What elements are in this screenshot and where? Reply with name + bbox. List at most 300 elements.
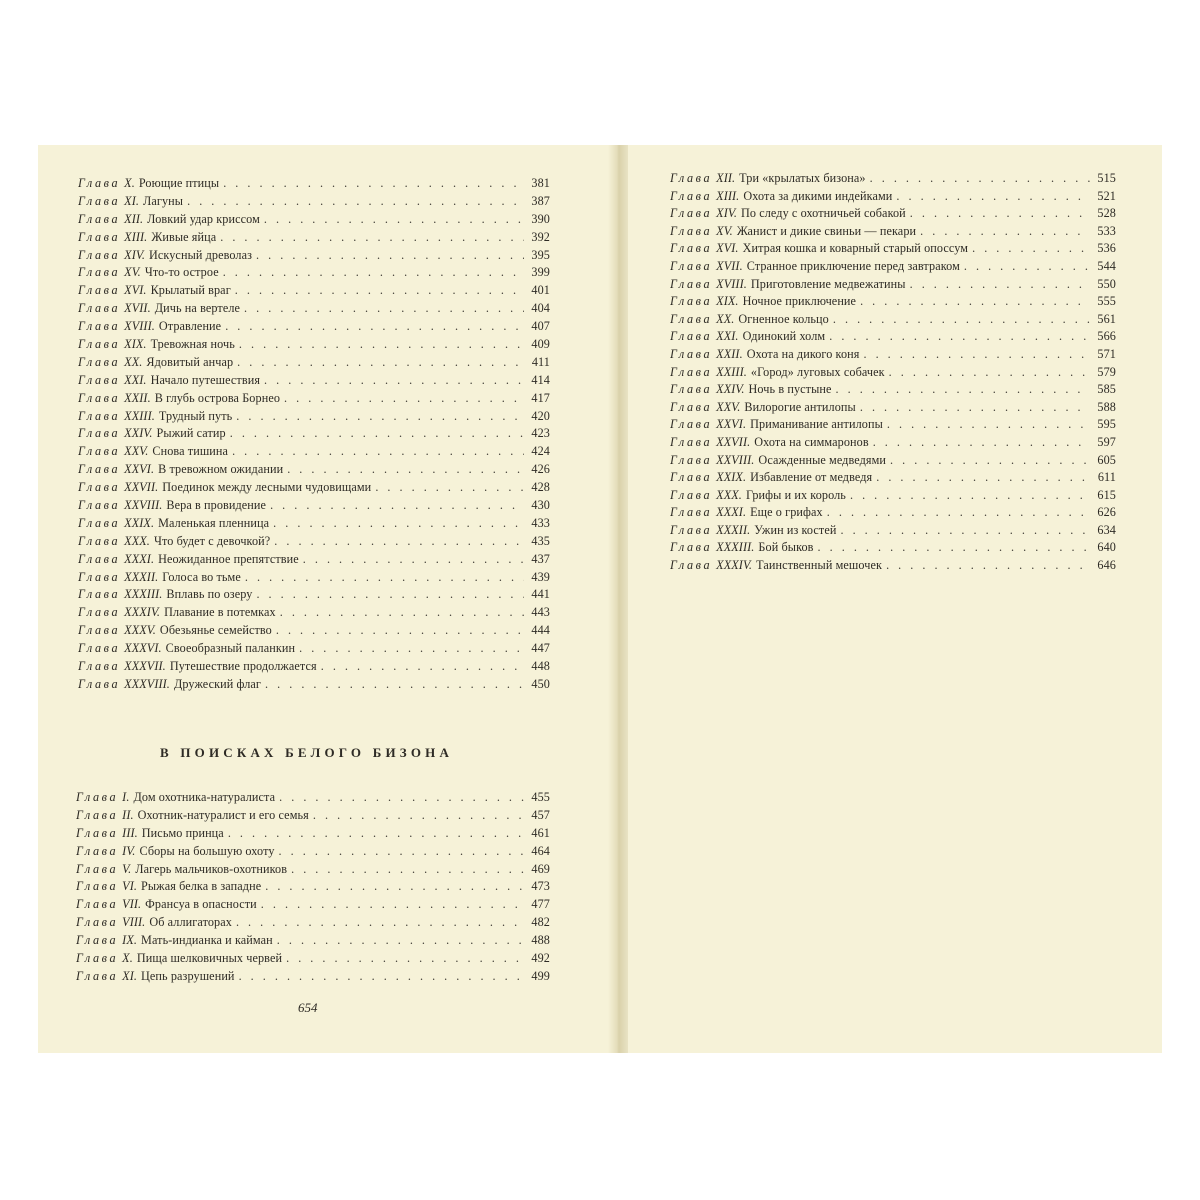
chapter-word: Глава [78,229,121,244]
chapter-number: IV. [122,843,136,858]
chapter-title: Одинокий холм [742,329,826,344]
chapter-page-number: 626 [1097,505,1116,520]
toc-entry [78,355,550,373]
dot-leader [291,862,524,877]
chapter-number: X. [122,951,133,966]
toc-entry [78,677,550,695]
dot-leader [827,505,1090,520]
chapter-word: Глава [670,311,713,326]
chapter-page-number: 646 [1097,558,1116,573]
chapter-word: Глава [78,551,121,566]
chapter-page-number: 477 [531,897,550,912]
toc-entry [78,301,550,319]
chapter-page-number: 428 [531,480,550,495]
chapter-page-number: 450 [531,676,550,691]
toc-entry [76,879,550,897]
chapter-page-number: 469 [531,861,550,876]
chapter-title: Вилорогие антилопы [744,399,856,414]
toc-entry [78,462,550,480]
chapter-word: Глава [78,659,121,674]
chapter-title: Об аллигаторах [149,915,232,930]
toc-entry [670,241,1116,259]
chapter-word: Глава [78,319,121,334]
chapter-title: Дичь на вертеле [154,301,241,316]
chapter-word: Глава [78,480,121,495]
chapter-word: Глава [76,790,119,804]
chapter-word: Глава [78,605,121,620]
chapter-number: XVI. [716,241,739,256]
chapter-word: Глава [78,176,121,190]
chapter-word: Глава [670,470,713,485]
chapter-word: Глава [78,623,121,638]
dot-leader [313,808,524,823]
chapter-word: Глава [76,861,119,876]
chapter-title: Охота на симмаронов [754,434,869,449]
toc-list-right [670,171,1116,576]
dot-leader [220,230,524,245]
dot-leader [270,498,524,513]
chapter-page-number: 634 [1097,522,1116,537]
chapter-title: Сборы на большую охоту [139,843,275,858]
toc-entry [78,587,550,605]
chapter-page-number: 390 [531,211,550,226]
chapter-page-number: 597 [1097,434,1116,449]
dot-leader [910,206,1090,221]
dot-leader [279,844,524,859]
chapter-title: Живые яйца [151,229,217,244]
dot-leader [876,470,1090,485]
chapter-number: XXVII. [716,434,751,449]
chapter-page-number: 492 [531,951,550,966]
chapter-page-number: 499 [531,968,550,983]
chapter-number: XVII. [124,301,151,316]
chapter-word: Глава [78,533,121,548]
chapter-number: XXXIV. [716,558,753,573]
chapter-page-number: 404 [531,301,550,316]
chapter-title: «Город» луговых собачек [750,364,885,379]
chapter-word: Глава [670,276,713,291]
chapter-number: XII. [124,211,144,226]
chapter-number: XX. [716,311,735,326]
chapter-number: III. [122,825,138,840]
chapter-word: Глава [670,558,713,573]
chapter-number: XIX. [124,337,147,352]
chapter-page-number: 566 [1097,329,1116,344]
chapter-page-number: 473 [531,879,550,894]
chapter-word: Глава [78,247,121,262]
chapter-number: XXVII. [124,480,159,495]
dot-leader [286,951,524,966]
chapter-title: Лагуны [143,193,184,208]
chapter-title: Плавание в потемках [164,605,276,620]
dot-leader [818,540,1090,555]
chapter-title: Дом охотника-натуралиста [133,790,276,804]
chapter-number: XVII. [716,258,743,273]
chapter-word: Глава [78,301,121,316]
dot-leader [236,409,524,424]
chapter-word: Глава [670,452,713,467]
dot-leader [264,212,524,227]
toc-entry [76,933,550,951]
dot-leader [860,400,1090,415]
toc-entry [78,444,550,462]
chapter-title: В тревожном ожидании [158,462,284,477]
chapter-word: Глава [670,223,713,238]
chapter-word: Глава [78,193,121,208]
chapter-title: Пища шелковичных червей [136,951,283,966]
dot-leader [223,176,524,191]
chapter-word: Глава [76,843,119,858]
chapter-number: XXXI. [716,505,747,520]
toc-entry [670,523,1116,541]
chapter-number: XVIII. [124,319,155,334]
chapter-page-number: 439 [531,569,550,584]
chapter-number: XVI. [124,283,147,298]
chapter-title: По следу с охотничьей собакой [740,206,906,221]
chapter-number: V. [122,861,132,876]
chapter-number: XII. [716,171,736,185]
chapter-word: Глава [670,505,713,520]
toc-entry [78,319,550,337]
chapter-title: Мать-индианка и кайман [141,933,273,948]
page-number: 654 [298,1000,318,1015]
toc-entry [78,570,550,588]
chapter-title: Отравление [158,319,222,334]
chapter-number: I. [122,790,130,804]
chapter-title: Обезьянье семейство [159,623,272,638]
toc-entry [78,659,550,677]
chapter-number: XXI. [716,329,739,344]
toc-entry [78,641,550,659]
chapter-page-number: 550 [1097,276,1116,291]
chapter-title: Грифы и их король [745,487,846,502]
chapter-title: Вера в провидение [166,498,267,513]
dot-leader [890,453,1090,468]
toc-entry [76,969,550,987]
toc-entry [76,844,550,862]
toc-entry [78,426,550,444]
dot-leader [870,171,1090,186]
chapter-word: Глава [670,522,713,537]
chapter-page-number: 411 [531,354,550,369]
chapter-number: II. [122,807,134,822]
toc-entry [76,862,550,880]
toc-entry [76,790,550,808]
toc-entry [78,248,550,266]
chapter-number: IX. [122,933,138,948]
chapter-title: Что будет с девочкой? [153,533,271,548]
chapter-title: Лагерь мальчиков-охотников [135,861,288,876]
chapter-word: Глава [670,434,713,449]
chapter-page-number: 588 [1097,399,1116,414]
dot-leader [887,417,1090,432]
chapter-number: XIV. [124,247,145,262]
chapter-word: Глава [78,408,121,423]
chapter-title: Ядовитый анчар [146,354,234,369]
chapter-title: Трудный путь [158,408,233,423]
chapter-title: Искусный древолаз [148,247,253,262]
toc-entry [76,915,550,933]
chapter-title: Роющие птицы [138,176,220,190]
chapter-title: Еще о грифах [750,505,823,520]
chapter-number: XIII. [124,229,148,244]
dot-leader [235,283,524,298]
chapter-title: Охота за дикими индейками [743,188,893,203]
dot-leader [287,462,524,477]
dot-leader [264,373,524,388]
toc-entry [78,230,550,248]
chapter-word: Глава [670,364,713,379]
chapter-page-number: 395 [531,247,550,262]
toc-entry [670,294,1116,312]
chapter-title: Бой быков [758,540,814,555]
dot-leader [840,523,1090,538]
toc-entry [670,488,1116,506]
chapter-number: XIX. [716,294,739,309]
chapter-number: XV. [124,265,141,280]
toc-entry [670,329,1116,347]
dot-leader [228,826,524,841]
chapter-page-number: 407 [531,319,550,334]
toc-entry [78,373,550,391]
chapter-page-number: 561 [1097,311,1116,326]
toc-entry [78,212,550,230]
toc-entry [78,265,550,283]
dot-leader [230,426,524,441]
toc-entry [670,382,1116,400]
chapter-page-number: 611 [1097,470,1116,485]
toc-entry [670,505,1116,523]
chapter-page-number: 414 [531,372,550,387]
chapter-number: XIV. [716,206,737,221]
chapter-page-number: 533 [1097,223,1116,238]
toc-entry [670,435,1116,453]
chapter-page-number: 437 [531,551,550,566]
chapter-word: Глава [670,417,713,432]
chapter-page-number: 455 [531,790,550,804]
chapter-word: Глава [78,390,121,405]
chapter-title: Странное приключение перед завтраком [746,258,960,273]
chapter-number: XXVIII. [716,452,755,467]
chapter-word: Глава [78,211,121,226]
chapter-title: Осажденные медведями [758,452,887,467]
chapter-number: XXVI. [124,462,155,477]
chapter-title: Дружеский флаг [173,676,262,691]
toc-entry [670,540,1116,558]
chapter-word: Глава [76,879,119,894]
dot-leader [256,248,524,263]
toc-entry [78,409,550,427]
chapter-word: Глава [78,641,121,656]
chapter-word: Глава [670,487,713,502]
dot-leader [863,347,1090,362]
toc-entry [670,417,1116,435]
chapter-page-number: 461 [531,825,550,840]
chapter-title: Маленькая пленница [158,515,270,530]
chapter-page-number: 420 [531,408,550,423]
chapter-word: Глава [76,933,119,948]
chapter-page-number: 615 [1097,487,1116,502]
chapter-number: XXXII. [716,522,751,537]
chapter-word: Глава [76,897,119,912]
dot-leader [303,552,524,567]
chapter-word: Глава [78,372,121,387]
dot-leader [886,558,1090,573]
chapter-number: XXXIII. [124,587,163,602]
dot-leader [321,659,524,674]
chapter-number: XXXIV. [124,605,161,620]
chapter-number: VI. [122,879,138,894]
toc-entry [78,516,550,534]
toc-entry [76,826,550,844]
chapter-number: VIII. [122,915,146,930]
dot-leader [256,587,524,602]
toc-entry [670,347,1116,365]
chapter-number: XXXIII. [716,540,755,555]
dot-leader [261,897,524,912]
chapter-word: Глава [78,498,121,513]
chapter-page-number: 423 [531,426,550,441]
toc-entry [670,365,1116,383]
chapter-title: Рыжий сатир [156,426,226,441]
chapter-word: Глава [78,462,121,477]
chapter-page-number: 579 [1097,364,1116,379]
chapter-title: Тревожная ночь [150,337,235,352]
chapter-page-number: 488 [531,933,550,948]
chapter-number: XXXVIII. [124,676,170,691]
chapter-page-number: 457 [531,807,550,822]
toc-entry [670,206,1116,224]
toc-entry [670,189,1116,207]
dot-leader [244,301,524,316]
chapter-word: Глава [78,426,121,441]
chapter-title: Жанист и дикие свиньи — пекари [736,223,917,238]
chapter-title: Неожиданное препятствие [158,551,299,566]
chapter-word: Глава [78,337,121,352]
dot-leader [273,516,524,531]
chapter-title: Ночь в пустыне [748,382,832,397]
chapter-page-number: 521 [1097,188,1116,203]
toc-entry [78,534,550,552]
chapter-page-number: 424 [531,444,550,459]
dot-leader [239,337,524,352]
toc-entry [670,259,1116,277]
chapter-page-number: 571 [1097,346,1116,361]
chapter-number: XXVIII. [124,498,163,513]
chapter-title: Цепь разрушений [141,968,235,983]
chapter-word: Глава [76,825,119,840]
chapter-page-number: 444 [531,623,550,638]
chapter-number: XXIX. [124,515,155,530]
dot-leader [274,534,524,549]
chapter-title: Приманивание антилопы [750,417,883,432]
dot-leader [279,790,524,805]
chapter-title: Своеобразный паланкин [165,641,296,656]
dot-leader [232,444,524,459]
chapter-number: XXXV. [124,623,156,638]
chapter-word: Глава [76,915,119,930]
chapter-word: Глава [670,399,713,414]
chapter-page-number: 544 [1097,258,1116,273]
chapter-number: XXIV. [716,382,745,397]
chapter-word: Глава [670,329,713,344]
dot-leader [236,915,524,930]
chapter-number: XI. [124,193,140,208]
chapter-title: Огненное кольцо [738,311,829,326]
toc-entry [78,623,550,641]
dot-leader [277,933,524,948]
section-heading: В ПОИСКАХ БЕЛОГО БИЗОНА [160,745,454,760]
chapter-number: XXV. [124,444,149,459]
toc-entry [78,194,550,212]
dot-leader [850,488,1090,503]
chapter-page-number: 448 [531,659,550,674]
dot-leader [920,224,1090,239]
chapter-word: Глава [670,188,713,203]
dot-leader [860,294,1090,309]
chapter-page-number: 482 [531,915,550,930]
chapter-title: Франсуа в опасности [145,897,257,912]
chapter-word: Глава [76,951,119,966]
dot-leader [833,312,1090,327]
chapter-page-number: 433 [531,515,550,530]
chapter-number: XXIII. [716,364,747,379]
dot-leader [237,355,524,370]
chapter-word: Глава [670,382,713,397]
chapter-page-number: 443 [531,605,550,620]
chapter-page-number: 555 [1097,294,1116,309]
toc-entry [78,283,550,301]
chapter-number: XXX. [124,533,150,548]
chapter-page-number: 430 [531,498,550,513]
chapter-title: Путешествие продолжается [169,659,317,674]
chapter-word: Глава [78,676,121,691]
dot-leader [187,194,524,209]
chapter-page-number: 401 [531,283,550,298]
chapter-page-number: 595 [1097,417,1116,432]
chapter-title: Голоса во тьме [162,569,241,584]
toc-list-left-bottom [76,790,550,987]
chapter-word: Глава [78,569,121,584]
dot-leader [972,241,1090,256]
dot-leader [223,265,524,280]
chapter-word: Глава [78,354,121,369]
chapter-word: Глава [78,515,121,530]
toc-entry [78,605,550,623]
chapter-number: XXXII. [124,569,159,584]
chapter-title: Таинственный мешочек [756,558,883,573]
dot-leader [836,382,1090,397]
chapter-word: Глава [670,241,713,256]
toc-entry [78,391,550,409]
chapter-title: Ужин из костей [754,522,837,537]
chapter-number: XV. [716,223,733,238]
chapter-page-number: 417 [531,390,550,405]
chapter-page-number: 536 [1097,241,1116,256]
chapter-title: Избавление от медведя [750,470,873,485]
dot-leader [829,329,1090,344]
book-gutter [608,145,628,1053]
chapter-page-number: 447 [531,641,550,656]
toc-entry [78,552,550,570]
toc-entry [670,558,1116,576]
chapter-number: XXXI. [124,551,155,566]
chapter-word: Глава [670,258,713,273]
dot-leader [889,365,1090,380]
dot-leader [375,480,524,495]
dot-leader [276,623,524,638]
chapter-number: XXIV. [124,426,153,441]
